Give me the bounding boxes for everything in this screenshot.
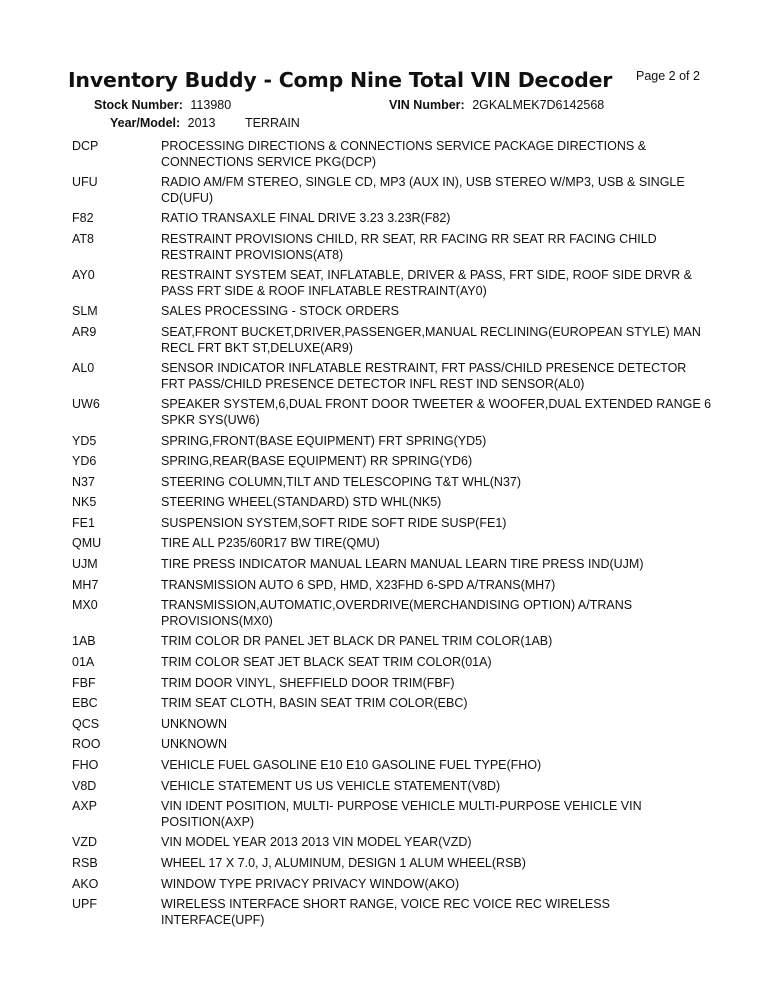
stock-number-value: 113980: [190, 98, 232, 112]
option-description: SALES PROCESSING - STOCK ORDERS: [161, 304, 400, 319]
option-description: RADIO AM/FM STEREO, SINGLE CD, MP3 (AUX IN), USB STEREO W/MP3, USB & SINGLE CD(UFU): [161, 175, 685, 205]
option-row: [72, 856, 712, 872]
option-code: N37: [72, 474, 95, 489]
option-row: [72, 516, 712, 532]
option-code: VZD: [72, 835, 97, 850]
option-code: EBC: [72, 696, 98, 711]
option-row: [72, 717, 712, 733]
option-row: [72, 304, 712, 320]
option-description: UNKNOWN: [161, 737, 227, 752]
option-row: [72, 737, 712, 753]
option-row: [72, 211, 712, 227]
option-row: [72, 495, 712, 511]
option-description: TIRE PRESS INDICATOR MANUAL LEARN MANUAL LEARN TIRE PRESS IND(UJM): [161, 557, 644, 572]
option-row: [72, 232, 712, 263]
option-code: UW6: [72, 397, 100, 412]
option-description: STEERING WHEEL(STANDARD) STD WHL(NK5): [161, 495, 442, 510]
option-row: [72, 175, 712, 206]
option-description: RATIO TRANSAXLE FINAL DRIVE 3.23 3.23R(F82): [161, 211, 451, 226]
option-code: QMU: [72, 536, 102, 551]
stock-number-line: [94, 98, 231, 112]
stock-number-label: Stock Number:: [94, 98, 183, 112]
option-code: AKO: [72, 876, 99, 891]
option-description: WIRELESS INTERFACE SHORT RANGE, VOICE REC VOICE REC WIRELESS INTERFACE(UPF): [161, 897, 610, 927]
option-row: [72, 835, 712, 851]
option-description: WINDOW TYPE PRIVACY PRIVACY WINDOW(AKO): [161, 876, 460, 891]
option-row: [72, 434, 712, 450]
option-row: [72, 475, 712, 491]
model-year-value: 2013: [187, 116, 216, 130]
year-model-line: [110, 116, 300, 130]
option-description: RESTRAINT SYSTEM SEAT, INFLATABLE, DRIVER & PASS, FRT SIDE, ROOF SIDE DRVR & PASS FRT SIDE & ROOF INFLATABLE RESTRAINT(AY0): [161, 268, 692, 298]
option-code: F82: [72, 211, 94, 226]
option-row: [72, 758, 712, 774]
option-code: FBF: [72, 675, 96, 690]
option-description: SPRING,FRONT(BASE EQUIPMENT) FRT SPRING(YD5): [161, 433, 487, 448]
option-row: [72, 799, 712, 830]
option-description: RESTRAINT PROVISIONS CHILD, RR SEAT, RR FACING RR SEAT RR FACING CHILD RESTRAINT PROVISIONS(AT8): [161, 231, 657, 262]
vin-number-value: 2GKALMEK7D6142568: [472, 98, 605, 112]
option-code: AXP: [72, 799, 98, 814]
option-code: 1AB: [72, 634, 96, 649]
document-title: Inventory Buddy - Comp Nine Total VIN Decoder: [68, 68, 613, 92]
option-code: FE1: [72, 515, 95, 530]
option-code: UFU: [72, 175, 98, 190]
option-code: YD6: [72, 454, 97, 469]
option-row: [72, 696, 712, 712]
option-description: TRIM DOOR VINYL, SHEFFIELD DOOR TRIM(FBF): [161, 675, 455, 690]
option-row: [72, 676, 712, 692]
option-code: 01A: [72, 655, 95, 670]
option-row: [72, 325, 712, 356]
option-code: MX0: [72, 598, 98, 613]
option-code: RSB: [72, 855, 98, 870]
vin-number-line: [389, 98, 604, 112]
option-row: [72, 536, 712, 552]
option-description: TRIM COLOR DR PANEL JET BLACK DR PANEL TRIM COLOR(1AB): [161, 634, 553, 649]
option-code: QCS: [72, 716, 100, 731]
option-description: SPRING,REAR(BASE EQUIPMENT) RR SPRING(YD6): [161, 454, 473, 469]
option-row: [72, 655, 712, 671]
option-description: STEERING COLUMN,TILT AND TELESCOPING T&T WHL(N37): [161, 474, 522, 489]
option-description: SUSPENSION SYSTEM,SOFT RIDE SOFT RIDE SUSP(FE1): [161, 515, 507, 530]
option-row: [72, 897, 712, 928]
option-code: V8D: [72, 778, 97, 793]
option-description: TIRE ALL P235/60R17 BW TIRE(QMU): [161, 536, 380, 551]
option-code: YD5: [72, 433, 97, 448]
option-code: FHO: [72, 758, 99, 772]
option-description: WHEEL 17 X 7.0, J, ALUMINUM, DESIGN 1 ALUM WHEEL(RSB): [161, 855, 526, 870]
year-model-label: Year/Model:: [110, 116, 181, 130]
option-code: MH7: [72, 577, 99, 592]
page-number: Page 2 of 2: [636, 69, 700, 83]
option-description: TRIM SEAT CLOTH, BASIN SEAT TRIM COLOR(EBC): [161, 696, 468, 711]
option-code: AY0: [72, 268, 95, 283]
option-code: ROO: [72, 737, 101, 752]
option-row: [72, 578, 712, 594]
option-row: [72, 361, 712, 392]
option-row: [72, 268, 712, 299]
vin-number-label: VIN Number:: [389, 98, 465, 112]
option-code: UJM: [72, 557, 98, 572]
option-row: [72, 634, 712, 650]
option-code: NK5: [72, 495, 97, 510]
option-description: TRIM COLOR SEAT JET BLACK SEAT TRIM COLOR(01A): [161, 655, 492, 670]
option-description: SENSOR INDICATOR INFLATABLE RESTRAINT, FRT PASS/CHILD PRESENCE DETECTOR FRT PASS/CHILD PRESENCE DETECTOR INFL REST IND SENSOR(AL0): [161, 361, 687, 391]
option-description: UNKNOWN: [161, 716, 227, 731]
option-description: SPEAKER SYSTEM,6,DUAL FRONT DOOR TWEETER & WOOFER,DUAL EXTENDED RANGE 6 SPKR SYS(UW6): [161, 397, 712, 427]
option-description: SEAT,FRONT BUCKET,DRIVER,PASSENGER,MANUAL RECLINING(EUROPEAN STYLE) MAN RECL FRT BKT ST,DELUXE(AR9): [161, 324, 701, 355]
option-row: [72, 454, 712, 470]
option-code: DCP: [72, 139, 99, 153]
option-code: AT8: [72, 231, 94, 246]
option-description: VIN MODEL YEAR 2013 2013 VIN MODEL YEAR(VZD): [161, 835, 472, 850]
option-code: AR9: [72, 324, 97, 339]
option-row: [72, 557, 712, 573]
option-description: TRANSMISSION,AUTOMATIC,OVERDRIVE(MERCHANDISING OPTION) A/TRANS PROVISIONS(MX0): [161, 598, 633, 628]
option-description: PROCESSING DIRECTIONS & CONNECTIONS SERVICE PACKAGE DIRECTIONS & CONNECTIONS SERVICE PKG(DCP): [161, 139, 647, 169]
option-code: AL0: [72, 361, 95, 376]
option-row: [72, 139, 712, 170]
option-code-list: [72, 139, 712, 933]
option-description: VEHICLE FUEL GASOLINE E10 E10 GASOLINE FUEL TYPE(FHO): [161, 758, 542, 772]
option-description: VEHICLE STATEMENT US US VEHICLE STATEMENT(V8D): [161, 778, 501, 793]
option-row: [72, 877, 712, 893]
option-description: VIN IDENT POSITION, MULTI- PURPOSE VEHICLE MULTI-PURPOSE VEHICLE VIN POSITION(AXP): [161, 799, 642, 829]
option-code: UPF: [72, 897, 97, 912]
option-row: [72, 779, 712, 795]
model-name-value: TERRAIN: [244, 116, 300, 130]
option-row: [72, 397, 712, 428]
option-row: [72, 598, 712, 629]
option-code: SLM: [72, 304, 98, 319]
option-description: TRANSMISSION AUTO 6 SPD, HMD, X23FHD 6-SPD A/TRANS(MH7): [161, 577, 556, 592]
